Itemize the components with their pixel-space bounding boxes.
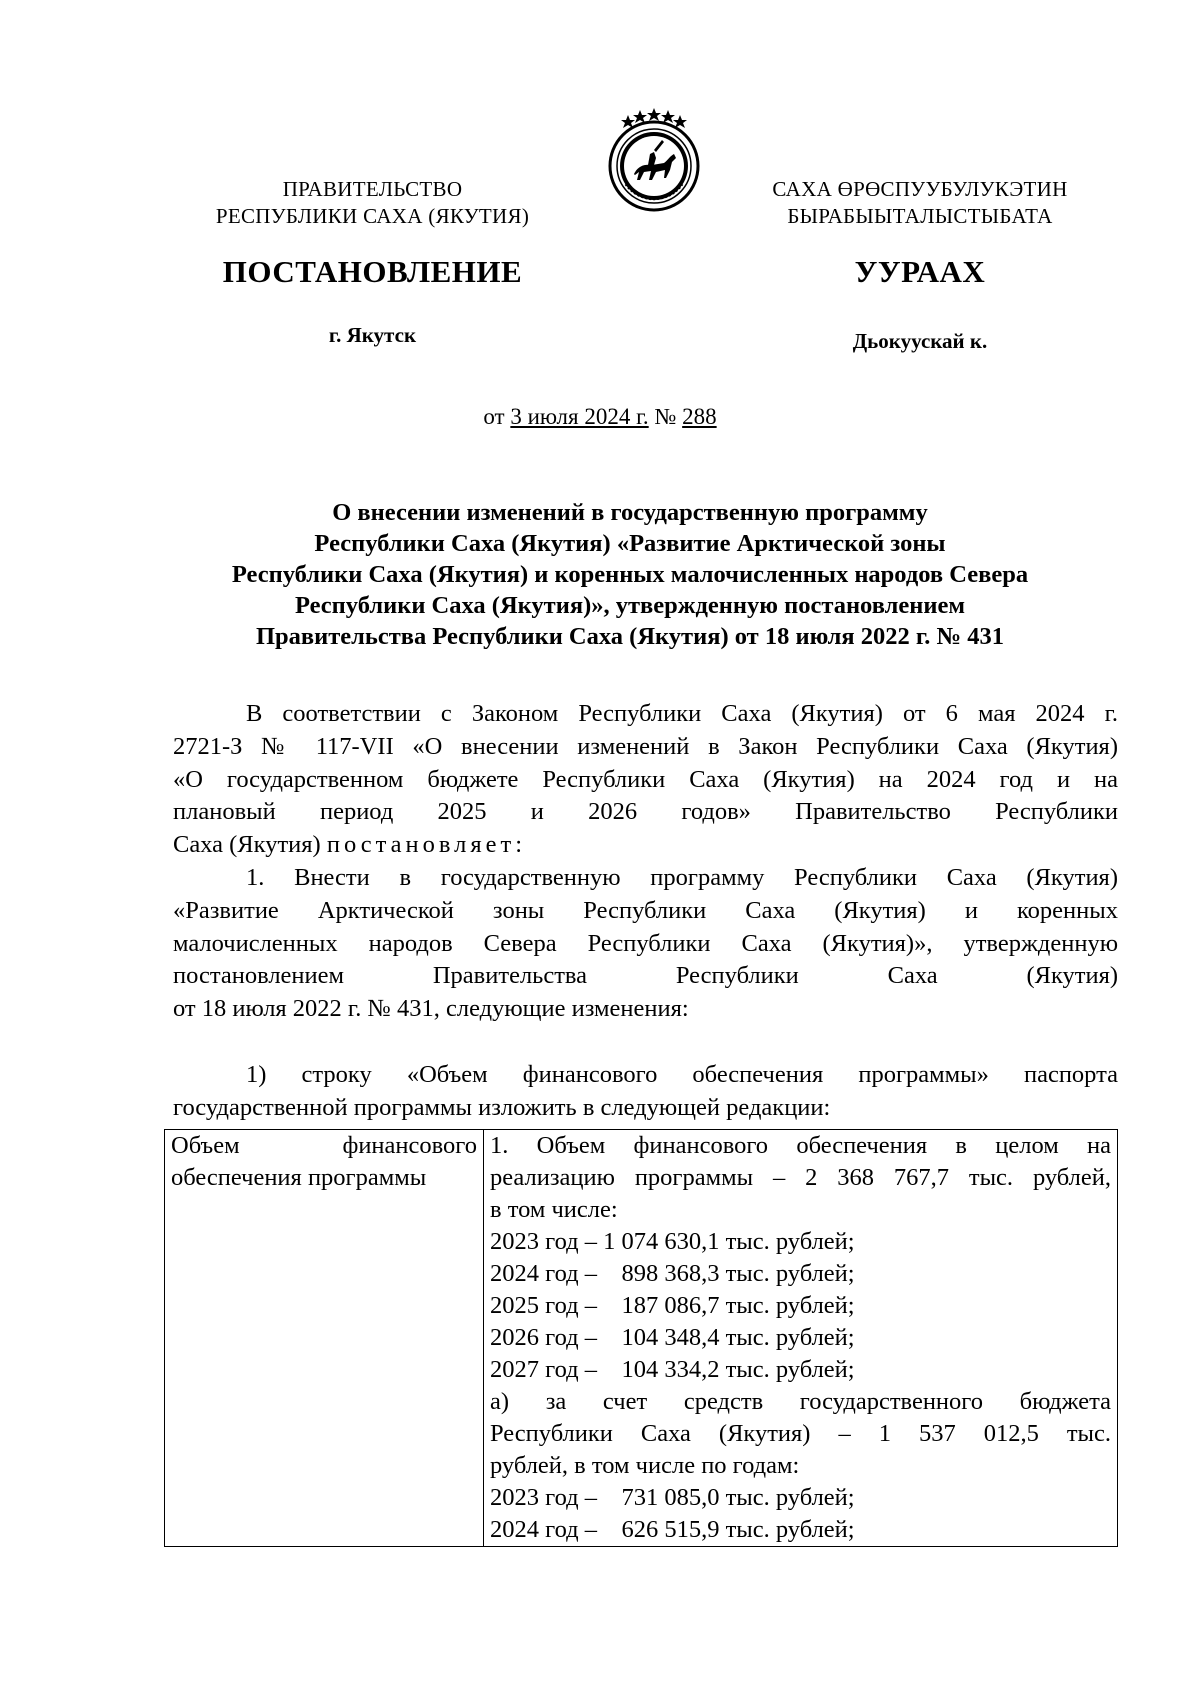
year-amount: 2024 год – 626 515,9 тыс. рублей; [490,1516,855,1543]
title-line: Республики Саха (Якутия)», утвержденную постановлением [294,592,966,619]
paragraph-item-1 [173,862,1118,1026]
preamble-resolves: постановляет: [326,831,527,859]
item1-last-line: от 18 июля 2022 г. № 431, следующие изменения: [173,995,689,1023]
doctype-ru: ПОСТАНОВЛЕНИЕ [222,254,523,289]
preamble-line: В соответствии с Законом Республики Саха (Якутия) от 6 мая 2024 г. [246,700,1118,727]
year-amount: 2027 год – 104 334,2 тыс. рублей; [490,1356,855,1383]
value-line: реализацию программы – 2 368 767,7 тыс. рублей, [490,1164,1111,1191]
value-line: 1. Объем финансового обеспечения в целом на [490,1132,1111,1159]
document-number: 288 [682,404,717,429]
city-ru: г. Якутск [328,323,417,347]
year-amount: 2024 год – 898 368,3 тыс. рублей; [490,1260,855,1287]
title-line: Республики Саха (Якутия) «Развитие Арктической зоны [314,530,946,557]
year-amount: 2023 год – 1 074 630,1 тыс. рублей; [490,1228,855,1255]
coat-of-arms-emblem [604,108,704,213]
item1-line: «Развитие Арктической зоны Республики Саха (Якутия) и коренных [173,896,1118,924]
paragraph-subitem-1 [173,1059,1118,1125]
value-line: Республики Саха (Якутия) – 1 537 012,5 тыс. [490,1420,1111,1447]
title-line: Правительства Республики Саха (Якутия) от 18 июля 2022 г. № 431 [255,623,1005,650]
table-cell-label [165,1130,484,1547]
label-line: Объем финансового [171,1132,477,1159]
date-prefix: от [483,404,505,429]
financing-table [164,1129,1118,1547]
header-right-line2: БЫРАБЫЫТАЛЫСТЫБАТА [787,204,1053,228]
item1-line: постановлением Правительства Республики Саха (Якутия) [173,962,1118,990]
paragraph-preamble [173,698,1118,862]
preamble-last-line [173,829,1118,862]
document-date-number [0,404,1200,430]
preamble-line: плановый период 2025 и 2026 годов» Правительство Республики [173,798,1118,826]
subitem-line: государственной программы изложить в следующей редакции: [173,1093,831,1121]
document-title [150,497,1110,652]
label-line: обеспечения программы [171,1164,427,1191]
header-right [750,176,1090,230]
subitem-line: 1) строку «Объем финансового обеспечения программы» паспорта [246,1061,1118,1088]
year-amount: 2025 год – 187 086,7 тыс. рублей; [490,1292,855,1319]
year-amount: 2026 год – 104 348,4 тыс. рублей; [490,1324,855,1351]
value-line: в том числе: [490,1196,618,1223]
date-value: 3 июля 2024 г. [510,404,649,429]
preamble-line: 2721-З № 117-VII «О внесении изменений в Закон Республики Саха (Якутия) [173,732,1118,760]
title-line: О внесении изменений в государственную программу [332,499,928,526]
item1-line: 1. Внести в государственную программу Республики Саха (Якутия) [246,864,1118,891]
header-left-line2: РЕСПУБЛИКИ САХА (ЯКУТИЯ) [215,204,530,228]
item1-line: малочисленных народов Севера Республики Саха (Якутия)», утвержденную [173,929,1118,957]
title-line: Республики Саха (Якутия) и коренных малочисленных народов Севера [231,561,1029,588]
city-sakha: Дьокуускай к. [852,329,988,353]
preamble-line: «О государственном бюджете Республики Саха (Якутия) на 2024 год и на [173,765,1118,793]
header-left [175,176,570,230]
emblem-icon [604,108,704,213]
table-row [165,1130,1118,1547]
preamble-last-start: Саха (Якутия) [173,831,321,859]
header-left-line1: ПРАВИТЕЛЬСТВО [282,177,463,201]
doctype-sakha: УУРААХ [854,254,986,289]
header-right-line1: САХА ӨРӨСПУУБУЛУКЭТИН [772,177,1068,201]
year-amount: 2023 год – 731 085,0 тыс. рублей; [490,1484,855,1511]
table-cell-value [484,1130,1118,1547]
value-line: рублей, в том числе по годам: [490,1452,800,1479]
value-line: а) за счет средств государственного бюджета [490,1388,1111,1415]
number-sign: № [654,404,677,429]
